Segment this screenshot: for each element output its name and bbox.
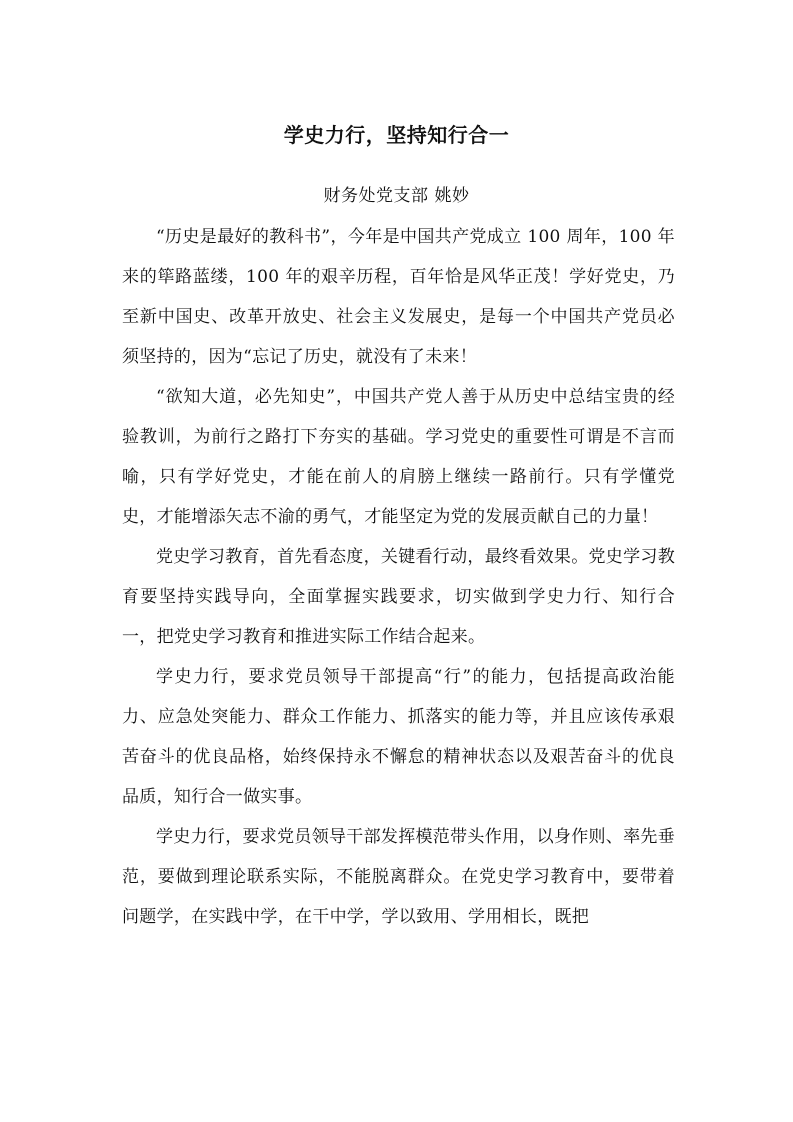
paragraph: “历史是最好的教科书”，今年是中国共产党成立 100 周年，100 年来的筚路蓝缕，100 年的艰辛历程，百年恰是风华正茂！学好党史，乃至新中国史、改革开放史、社会主义发展史，是每一个中国共产党员必须坚持的，因为“忘记了历史，就没有了未来！	[122, 227, 675, 367]
paragraph: “欲知大道，必先知史”，中国共产党人善于从历史中总结宝贵的经验教训，为前行之路打下夯实的基础。学习党史的重要性可谓是不言而喻，只有学好党史，才能在前人的肩膀上继续一路前行。只有学懂党史，才能增添矢志不渝的勇气，才能坚定为党的发展贡献自己的力量！	[122, 387, 675, 527]
document-title: 学史力行，坚持知行合一	[283, 123, 510, 147]
document-byline: 财务处党支部 姚妙	[323, 186, 470, 206]
paragraph: 学史力行，要求党员领导干部提高“行”的能力，包括提高政治能力、应急处突能力、群众工作能力、抓落实的能力等，并且应该传承艰苦奋斗的优良品格，始终保持永不懈怠的精神状态以及艰苦奋斗的优良品质，知行合一做实事。	[122, 667, 675, 807]
paragraph: 学史力行，要求党员领导干部发挥模范带头作用，以身作则、率先垂范，要做到理论联系实际，不能脱离群众。在党史学习教育中，要带着问题学，在实践中学，在干中学，学以致用、学用相长，既把	[122, 827, 675, 927]
document-body	[122, 217, 675, 937]
paragraph: 党史学习教育，首先看态度，关键看行动，最终看效果。党史学习教育要坚持实践导向，全面掌握实践要求，切实做到学史力行、知行合一，把党史学习教育和推进实际工作结合起来。	[122, 547, 675, 647]
